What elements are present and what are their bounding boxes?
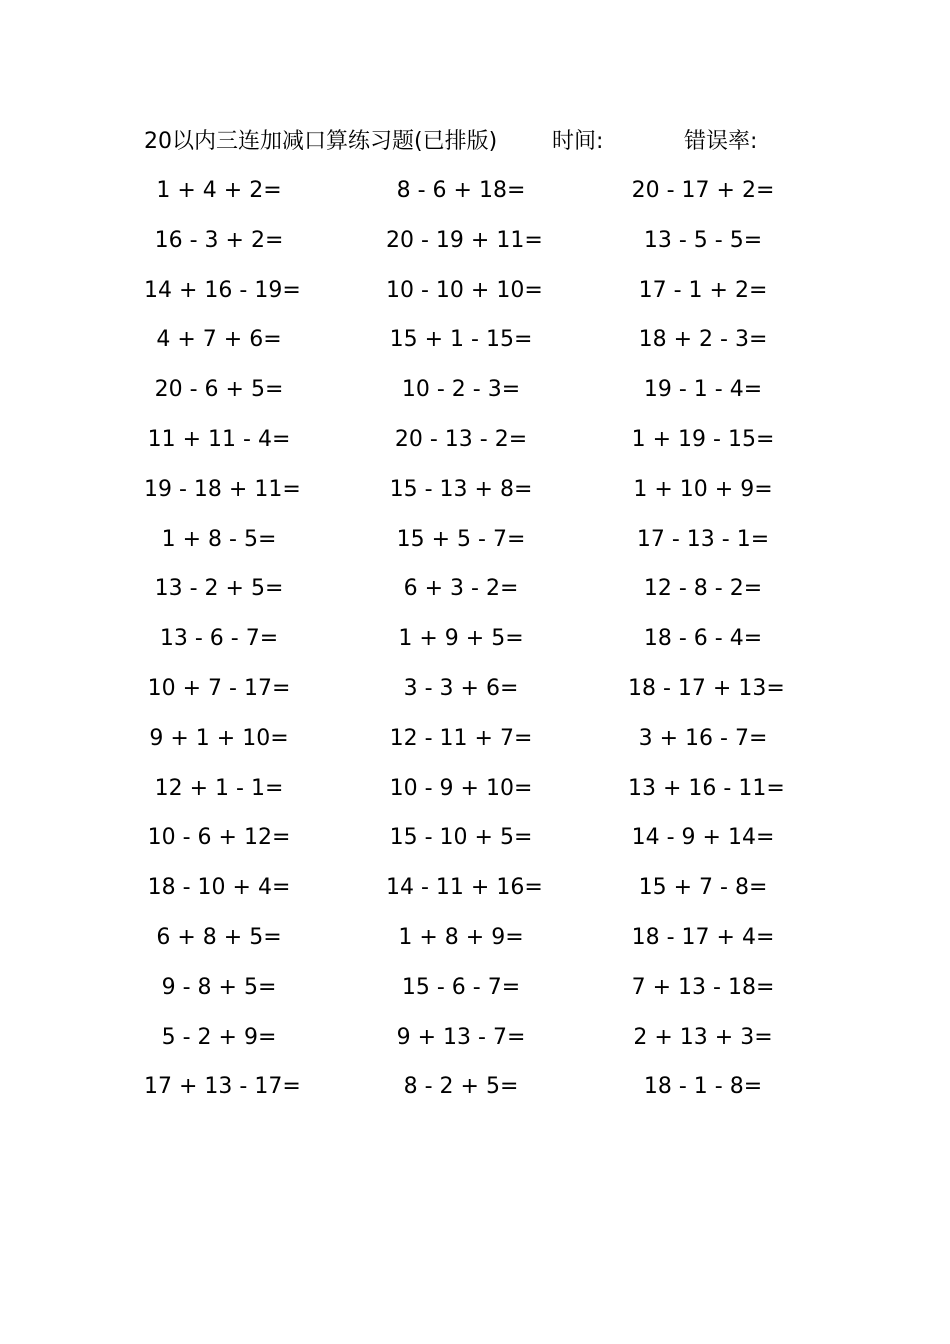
problem-row [0,1019,950,1069]
math-problem: 9 + 1 + 10= [149,725,289,751]
math-problem: 18 - 17 + 4= [631,924,775,950]
math-problem: 1 + 4 + 2= [156,178,282,203]
problem-row [0,272,950,322]
math-problem: 15 + 7 - 8= [638,875,768,901]
math-problem: 13 + 16 - 11= [628,775,785,801]
math-problem: 15 - 13 + 8= [389,476,533,502]
math-problem: 5 - 2 + 9= [161,1024,277,1050]
problem-row [0,919,950,969]
problem-row [0,869,950,919]
math-problem: 18 + 2 - 3= [638,327,768,353]
math-problem: 9 + 13 - 7= [396,1024,526,1050]
math-problem: 13 - 6 - 7= [159,626,279,652]
problem-grid [0,172,950,1118]
math-problem: 7 + 13 - 18= [631,974,775,1000]
math-problem: 19 - 18 + 11= [144,476,301,502]
worksheet-title: 20以内三连加减口算练习题(已排版) [144,129,498,154]
problem-row [0,570,950,620]
math-problem: 10 - 2 - 3= [401,377,521,403]
math-problem: 15 - 6 - 7= [401,974,521,1000]
math-problem: 1 + 8 + 9= [398,924,524,950]
problem-row [0,321,950,371]
math-problem: 16 - 3 + 2= [154,227,284,253]
math-problem: 15 + 5 - 7= [396,526,526,552]
math-problem: 12 - 8 - 2= [643,576,763,602]
math-problem: 8 - 2 + 5= [403,1074,519,1100]
math-problem: 15 + 1 - 15= [389,327,533,353]
math-problem: 1 + 8 - 5= [161,526,277,552]
math-problem: 3 + 16 - 7= [638,725,768,751]
math-problem: 10 - 10 + 10= [386,277,543,303]
math-problem: 18 - 1 - 8= [643,1074,763,1100]
math-problem: 14 - 11 + 16= [386,875,543,901]
problem-row [0,222,950,272]
problem-row [0,720,950,770]
math-problem: 14 + 16 - 19= [144,277,301,303]
math-problem: 4 + 7 + 6= [156,327,282,353]
math-problem: 3 - 3 + 6= [403,675,519,701]
math-problem: 17 - 1 + 2= [638,277,768,303]
math-problem: 15 - 10 + 5= [389,825,533,851]
math-problem: 10 - 9 + 10= [389,775,533,801]
math-problem: 18 - 17 + 13= [628,675,785,701]
problem-row [0,421,950,471]
problem-row [0,670,950,720]
problem-row [0,172,950,222]
math-problem: 13 - 2 + 5= [154,576,284,602]
math-problem: 20 - 17 + 2= [631,178,775,203]
math-problem: 14 - 9 + 14= [631,825,775,851]
problem-row [0,1068,950,1118]
problem-row [0,770,950,820]
problem-row [0,969,950,1019]
math-problem: 1 + 10 + 9= [633,476,773,502]
math-problem: 6 + 8 + 5= [156,924,282,950]
worksheet-header [144,124,784,160]
math-problem: 8 - 6 + 18= [396,178,526,203]
math-problem: 9 - 8 + 5= [161,974,277,1000]
math-problem: 17 - 13 - 1= [636,526,770,552]
time-label: 时间: [552,129,604,154]
math-problem: 11 + 11 - 4= [147,426,291,452]
problem-row [0,620,950,670]
math-problem: 6 + 3 - 2= [403,576,519,602]
math-problem: 10 + 7 - 17= [147,675,291,701]
math-problem: 20 - 19 + 11= [386,227,543,253]
math-problem: 12 + 1 - 1= [154,775,284,801]
math-problem: 13 - 5 - 5= [643,227,763,253]
math-problem: 12 - 11 + 7= [389,725,533,751]
problem-row [0,471,950,521]
math-problem: 18 - 10 + 4= [147,875,291,901]
math-problem: 1 + 19 - 15= [631,426,775,452]
math-problem: 19 - 1 - 4= [643,377,763,403]
math-problem: 20 - 6 + 5= [154,377,284,403]
math-problem: 2 + 13 + 3= [633,1024,773,1050]
math-problem: 1 + 9 + 5= [398,626,524,652]
math-problem: 10 - 6 + 12= [147,825,291,851]
problem-row [0,371,950,421]
error-rate-label: 错误率: [684,129,758,154]
math-problem: 20 - 13 - 2= [394,426,528,452]
problem-row [0,819,950,869]
math-problem: 18 - 6 - 4= [643,626,763,652]
math-problem: 17 + 13 - 17= [144,1074,301,1100]
problem-row [0,521,950,571]
